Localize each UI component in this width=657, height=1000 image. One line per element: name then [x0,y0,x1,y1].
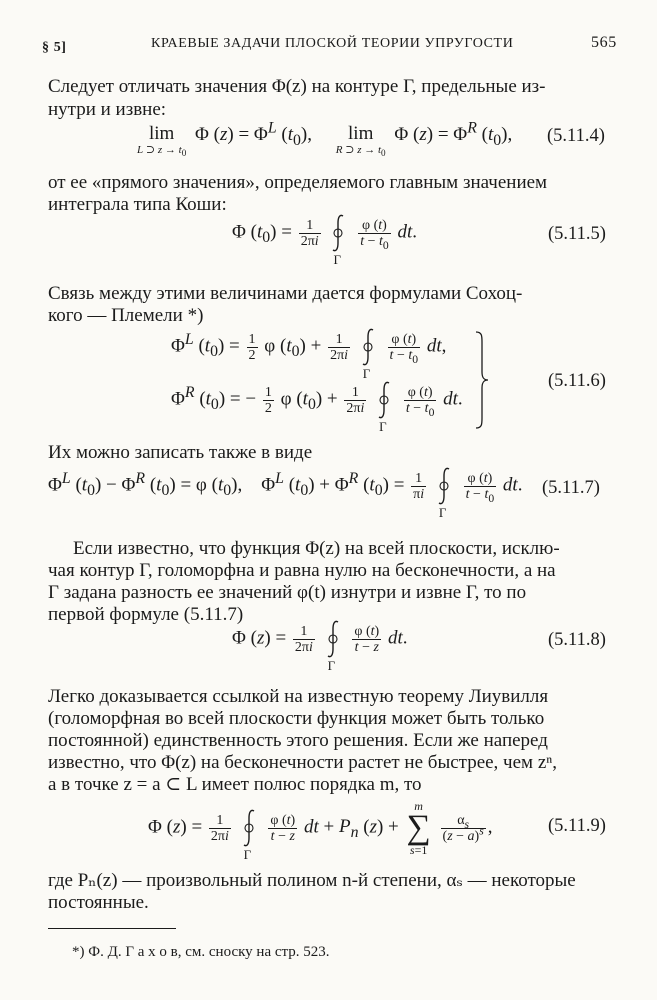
equation-sokhotski-1: $\Phi^L$ $(t_0)$ = $\frac{1}{2}$ φ $(t_0)$ + $\frac{1}{2\pi i}$ Γ $\frac{\varphi (t)}{t - t_0}$ dt, [171,331,447,381]
footnote: *) Ф. Д. Г а х о в, см. сноску на стр. 523. [72,944,330,960]
equation-solution: Φ (z) = $\frac{1}{2\pi i}$ Γ $\frac{\varphi (t)}{t - z}$ dt. [232,619,407,659]
text-line: Их можно записать также в виде [48,442,313,463]
equation-cauchy-integral: Φ $(t_0)$ = $\frac{1}{2\pi i}$ Γ $\frac{\varphi (t)}{t - t_0}$ dt. [232,213,417,253]
equation-jump: $\Phi^L$ $(t_0) - \Phi^R$ $(t_0) = \varphi$ $(t_0)$, $\Phi^L$ $(t_0) + \Phi^R$ $(t_0)$ = $\frac{1}{\pi i}$ Γ $\frac{\varphi (t)}{t - t_0}$ dt. [48,470,523,520]
text-line: кого — Племели *) [48,305,204,326]
text-line: Легко доказывается ссылкой на известную теорему Лиувилля [48,686,549,707]
equation-number: (5.11.7) [542,478,600,498]
page-number: 565 [591,34,617,51]
text-line: чая контур Γ, голоморфна и равна нулю на бесконечности, а на [48,560,556,581]
text-line: интеграла типа Коши: [48,194,227,215]
text-line: Следует отличать значения Φ(z) на контуре Γ, предельные из- [48,76,546,97]
text-line: известно, что Φ(z) на бесконечности растет не быстрее, чем zⁿ, [48,752,557,773]
text-line: нутри и извне: [48,99,167,120]
equation-number: (5.11.6) [548,371,606,391]
text-line: (голоморфная во всей плоскости функция может быть только [48,708,545,729]
equation-number: (5.11.5) [548,224,606,244]
text-line: постоянной) единственность этого решения. Если же наперед [48,730,548,751]
equation-sokhotski-2: $\Phi^R$ $(t_0)$ = − $\frac{1}{2}$ φ $(t_0)$ + $\frac{1}{2\pi i}$ Γ $\frac{\varphi (t)}{t - t_0}$ dt. [171,384,463,434]
brace [474,330,490,430]
text-line: где Pₙ(z) — произвольный полином n-й степени, αₛ — некоторые [48,870,576,891]
equation-number: (5.11.8) [548,630,606,650]
footnote-rule [48,928,176,929]
section-mark: § 5] [42,40,67,55]
text-line: первой формуле (5.11.7) [48,604,244,625]
text-line: от ее «прямого значения», определяемого главным значением [48,172,548,193]
equation-limits: lim L ⊃ $z \to t_0$ Φ $(z) = \Phi^L$ $(t_0)$, lim R ⊃ $z \to t_0$ Φ $(z) = \Phi^R$ $(t_0)$, [137,119,513,159]
equation-number: (5.11.4) [547,126,605,146]
equation-number: (5.11.9) [548,816,606,836]
text-line: Связь между этими величинами дается формулами Сохоц- [48,283,523,304]
equation-general-solution: Φ (z) = $\frac{1}{2\pi i}$ Γ $\frac{\varphi (t)}{t - z}$ dt + $P_n$ (z) + m ∑ s=1 $\frac{\alpha_s}{(z - a)^s}$ , [148,799,493,862]
text-line: Γ задана разность ее значений φ(t) изнутри и извне Γ, то по [48,582,527,603]
text-line: а в точке z = a ⊂ L имеет полюс порядка m, то [48,774,422,795]
text-line: постоянные. [48,892,149,913]
text-line: Если известно, что функция Φ(z) на всей плоскости, исклю- [73,538,560,559]
running-title: КРАЕВЫЕ ЗАДАЧИ ПЛОСКОЙ ТЕОРИИ УПРУГОСТИ [151,36,514,51]
